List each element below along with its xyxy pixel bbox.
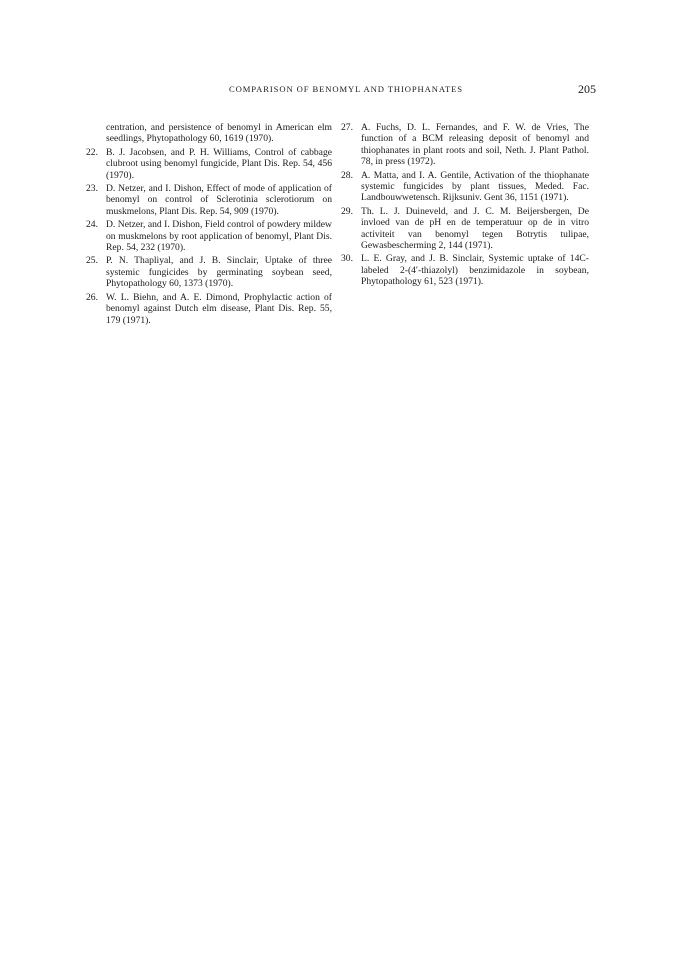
right-column [341, 122, 589, 290]
reference-item [341, 122, 589, 168]
running-head [96, 84, 596, 98]
reference-item [86, 147, 332, 181]
reference-item [86, 183, 332, 217]
reference-continuation [86, 122, 332, 145]
reference-item [341, 253, 589, 287]
reference-item [86, 255, 332, 289]
reference-text: D. Netzer, and I. Dishon, Effect of mode of application of benomyl on control of Sclerotinia sclerotiorum on muskmelons, Plant Dis. Rep. 54, 909 (1970). [106, 183, 332, 217]
reference-text: D. Netzer, and I. Dishon, Field control of powdery mildew on muskmelons by root application of benomyl, Plant Dis. Rep. 54, 232 (1970). [106, 219, 332, 254]
left-column [86, 122, 332, 328]
reference-item [341, 206, 589, 252]
reference-text: A. Matta, and I. A. Gentile, Activation of the thiophanate systemic fungicides by plant tissues, Meded. Fac. Landbouwwetensch. Rijksuniv. Gent 36, 1151 (1971). [361, 169, 589, 204]
page-number: 205 [578, 82, 596, 96]
reference-text: centration, and persistence of benomyl in American elm seedlings, Phytopathology 60, 1619 (1970). [106, 122, 332, 145]
reference-text: P. N. Thapliyal, and J. B. Sinclair, Uptake of three systemic fungicides by germinating soybean seed, Phytopathology 60, 1373 (1970). [106, 255, 332, 290]
reference-number: 27. [341, 122, 353, 133]
reference-number: 30. [341, 253, 353, 265]
reference-text: A. Fuchs, D. L. Fernandes, and F. W. de Vries, The function of a BCM releasing deposit of benomyl and thiophanates in plant roots and soil, Neth. J. Plant Pathol. 78, in press (1972). [361, 122, 589, 168]
reference-text: B. J. Jacobsen, and P. H. Williams, Control of cabbage clubroot using benomyl fungicide, Plant Dis. Rep. 54, 456 (1970). [106, 146, 332, 181]
reference-number: 24. [86, 219, 98, 231]
reference-number: 29. [341, 205, 353, 217]
reference-text: Th. L. J. Duineveld, and J. C. M. Beijersbergen, De invloed van de pH en de temperatuur op de in vitro activiteit van benomyl tegen Botrytis tulipae, Gewasbescherming 2, 144 (1971). [361, 205, 589, 252]
running-title: COMPARISON OF BENOMYL AND THIOPHANATES [229, 84, 463, 94]
reference-number: 26. [86, 291, 98, 303]
reference-number: 25. [86, 255, 98, 267]
reference-text: L. E. Gray, and J. B. Sinclair, Systemic uptake of 14C-labeled 2-(4′-thiazolyl) benzimidazole in soybean, Phytopathology 61, 523 (1971). [361, 253, 589, 288]
reference-text: W. L. Biehn, and A. E. Dimond, Prophylactic action of benomyl against Dutch elm disease, Plant Dis. Rep. 55, 179 (1971). [106, 291, 332, 326]
reference-item [86, 219, 332, 253]
reference-number: 28. [341, 169, 353, 181]
reference-number: 23. [86, 183, 98, 195]
reference-item [341, 170, 589, 204]
reference-item [86, 292, 332, 326]
reference-number: 22. [86, 146, 98, 158]
